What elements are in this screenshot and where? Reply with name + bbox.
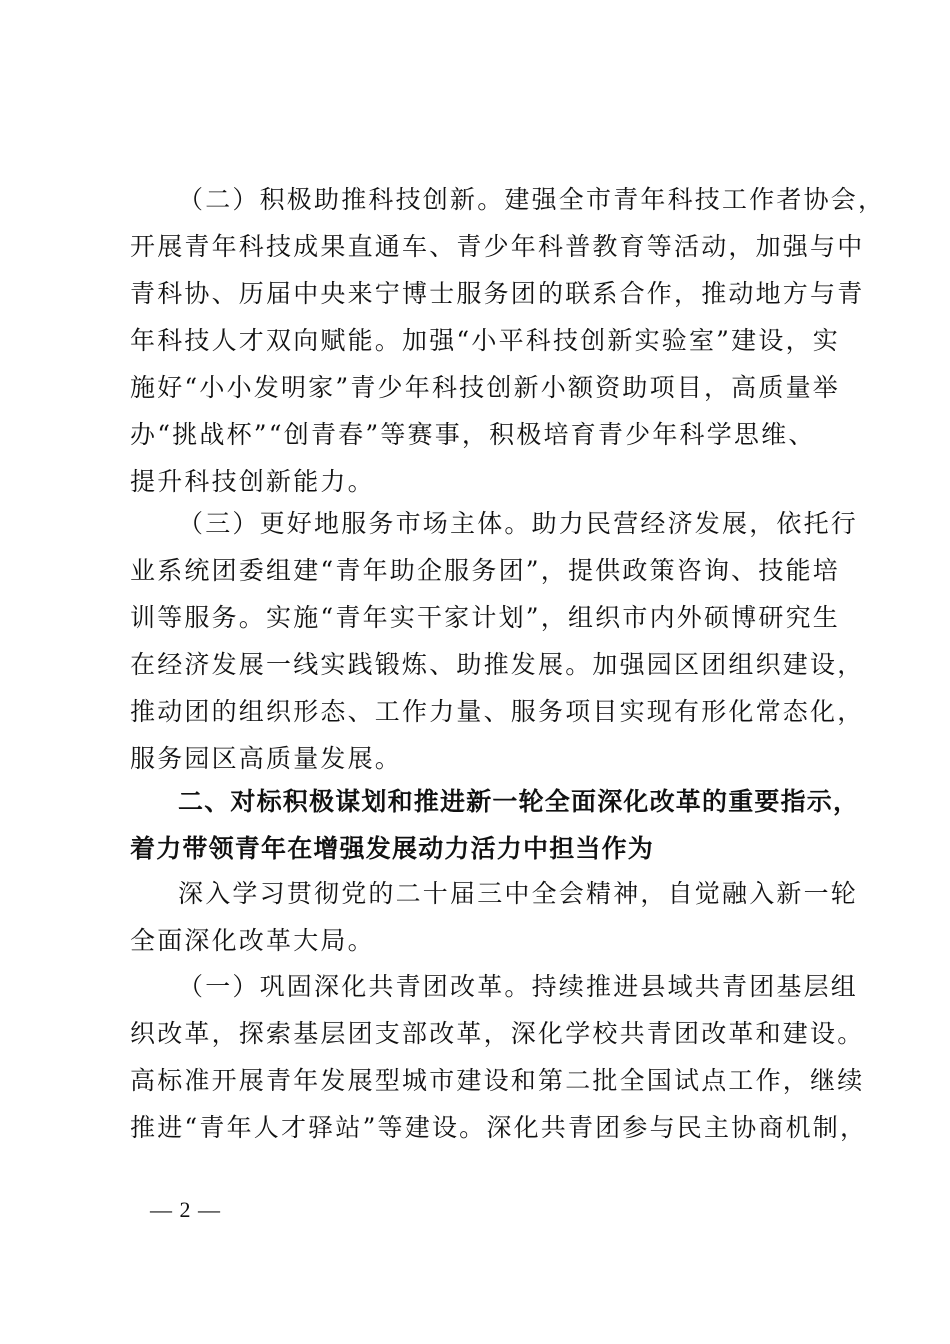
text-line: 织改革，探索基层团支部改革，深化学校共青团改革和建设。 <box>130 1019 865 1048</box>
section-heading: 着力带领青年在增强发展动力活力中担当作为 <box>130 834 655 863</box>
text-line: （三）更好地服务市场主体。助力民营经济发展，依托行 <box>178 509 859 538</box>
text-line: 推进“青年人才驿站”等建设。深化共青团参与民主协商机制， <box>130 1113 868 1142</box>
text-line: 办“挑战杯”“创青春”等赛事，积极培育青少年科学思维、 <box>130 420 816 449</box>
text-line: （一）巩固深化共青团改革。持续推进县域共青团基层组 <box>178 972 859 1001</box>
text-line: 训等服务。实施“青年实干家计划”，组织市内外硕博研究生 <box>130 603 840 632</box>
text-line: 提升科技创新能力。 <box>130 467 375 496</box>
text-line: 开展青年科技成果直通车、青少年科普教育等活动，加强与中 <box>130 232 865 261</box>
text-line: 在经济发展一线实践锻炼、助推发展。加强园区团组织建设， <box>130 650 865 679</box>
text-line: 高标准开展青年发展型城市建设和第二批全国试点工作，继续 <box>130 1066 865 1095</box>
section-heading: 二、对标积极谋划和推进新一轮全面深化改革的重要指示， <box>178 787 860 816</box>
text-line: 深入学习贯彻党的二十届三中全会精神，自觉融入新一轮 <box>178 879 859 908</box>
text-line: 施好“小小发明家”青少年科技创新小额资助项目，高质量举 <box>130 373 840 402</box>
text-line: （二）积极助推科技创新。建强全市青年科技工作者协会， <box>178 185 886 214</box>
text-line: 推动团的组织形态、工作力量、服务项目实现有形化常态化， <box>130 697 865 726</box>
text-line: 青科协、历届中央来宁博士服务团的联系合作，推动地方与青 <box>130 279 865 308</box>
text-line: 服务园区高质量发展。 <box>130 744 403 773</box>
text-line: 年科技人才双向赋能。加强“小平科技创新实验室”建设，实 <box>130 326 840 355</box>
text-line: 业系统团委组建“青年助企服务团”，提供政策咨询、技能培 <box>130 556 840 585</box>
text-line: 全面深化改革大局。 <box>130 926 375 955</box>
page-number: — 2 — <box>150 1197 221 1222</box>
